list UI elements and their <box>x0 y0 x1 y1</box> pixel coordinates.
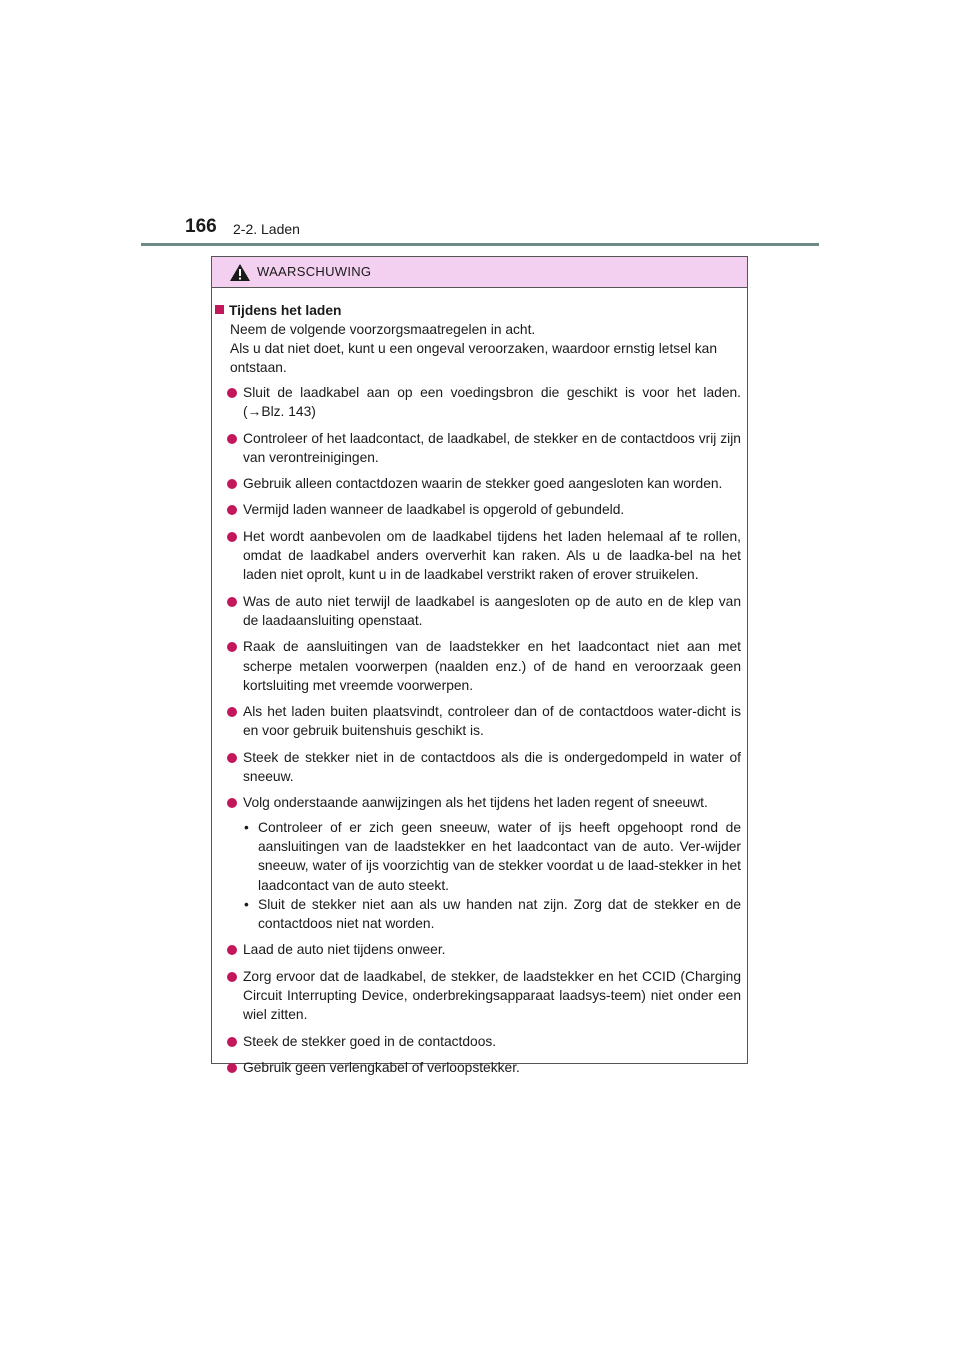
round-bullet-icon <box>227 597 237 607</box>
list-item: Was de auto niet terwijl de laadkabel is aangesloten op de auto en de klep van de laadaansluiting openstaat. <box>212 592 747 631</box>
page-header <box>141 216 819 246</box>
list-item: Raak de aansluitingen van de laadstekker en het laadcontact niet aan met scherpe metalen voorwerpen (naalden enz.) of de hand en veroorzaak geen kortsluiting met vreemde voorwerpen. <box>212 637 747 695</box>
intro-line: Als u dat niet doet, kunt u een ongeval veroorzaken, waardoor ernstig letsel kan ontstaan. <box>230 341 718 375</box>
round-bullet-icon <box>227 532 237 542</box>
section-title: 2-2. Laden <box>233 221 300 237</box>
round-bullet-icon <box>227 945 237 955</box>
warning-icon <box>229 263 251 282</box>
square-bullet-icon <box>215 305 224 314</box>
sub-bullet: • <box>244 896 249 912</box>
intro-line: Neem de volgende voorzorgsmaatregelen in acht. <box>230 322 536 337</box>
list-item: Sluit de laadkabel aan op een voedingsbron die geschikt is voor het laden. (→Blz. 143) <box>212 383 747 422</box>
list-item: Zorg ervoor dat de laadkabel, de stekker, de laadstekker en het CCID (Charging Circuit Interrupting Device, onderbrekingsapparaat laadsys-teem) niet onder een wiel zitten. <box>212 967 747 1025</box>
warning-heading <box>212 301 747 320</box>
sub-list-item: • Sluit de stekker niet aan als uw handen nat zijn. Zorg dat de stekker en de contactdoos niet nat worden. <box>244 896 741 932</box>
page-number: 166 <box>185 216 217 237</box>
list-item: Gebruik geen verlengkabel of verloopstekker. <box>212 1058 747 1077</box>
header-rule <box>141 243 819 246</box>
sub-list <box>243 818 741 934</box>
list-item: Vermijd laden wanneer de laadkabel is opgerold of gebundeld. <box>212 500 747 519</box>
round-bullet-icon <box>227 1063 237 1073</box>
round-bullet-icon <box>227 434 237 444</box>
round-bullet-icon <box>227 707 237 717</box>
list-item: Controleer of het laadcontact, de laadkabel, de stekker en de contactdoos vrij zijn van verontreinigingen. <box>212 429 747 468</box>
warning-title: WAARSCHUWING <box>257 264 372 279</box>
round-bullet-icon <box>227 1037 237 1047</box>
round-bullet-icon <box>227 505 237 515</box>
list-item: Volg onderstaande aanwijzingen als het tijdens het laden regent of sneeuwt. • Controleer of er zich geen sneeuw, water of ijs heeft opgehoopt rond de aansluitingen van de laadstekker en het laadcontact van de auto. Ver-wijder sneeuw, water of ijs voorzichtig van de stekker voordat u de laad-stekker in het laadcontact van de auto steekt. • Sluit de stekker niet aan als uw handen nat zijn. Zorg dat de stekker en de contactdoos niet nat worden. <box>212 793 747 933</box>
list-item: Laad de auto niet tijdens onweer. <box>212 940 747 959</box>
round-bullet-icon <box>227 972 237 982</box>
round-bullet-icon <box>227 388 237 398</box>
list-item: Steek de stekker goed in de contactdoos. <box>212 1032 747 1051</box>
round-bullet-icon <box>227 479 237 489</box>
list-item: Het wordt aanbevolen om de laadkabel tijdens het laden helemaal af te rollen, omdat de laadkabel anders oververhit kan raken. Als u de laadka-bel na het laden niet oprolt, kunt u in de laadkabel verstrikt raken of erover struikelen. <box>212 527 747 585</box>
warning-content <box>212 288 747 1084</box>
list-item: Als het laden buiten plaatsvindt, controleer dan of de contactdoos water-dicht is en voor gebruik buitenshuis geschikt is. <box>212 702 747 741</box>
round-bullet-icon <box>227 642 237 652</box>
heading-text: Tijdens het laden <box>229 303 342 318</box>
sub-list-item: • Controleer of er zich geen sneeuw, water of ijs heeft opgehoopt rond de aansluitingen van de laadstekker en het laadcontact van de auto. Ver-wijder sneeuw, water of ijs voorzichtig van de stekker voordat u de laad-stekker in het laadcontact van de auto steekt. <box>244 819 741 893</box>
warning-header <box>212 257 747 288</box>
round-bullet-icon <box>227 798 237 808</box>
warning-box <box>211 256 748 1075</box>
list-item: Steek de stekker niet in de contactdoos als die is ondergedompeld in water of sneeuw. <box>212 748 747 787</box>
list-item: Gebruik alleen contactdozen waarin de stekker goed aangesloten kan worden. <box>212 474 747 493</box>
sub-bullet: • <box>244 819 249 835</box>
precaution-list <box>212 383 747 1077</box>
warning-intro <box>212 320 747 377</box>
round-bullet-icon <box>227 753 237 763</box>
